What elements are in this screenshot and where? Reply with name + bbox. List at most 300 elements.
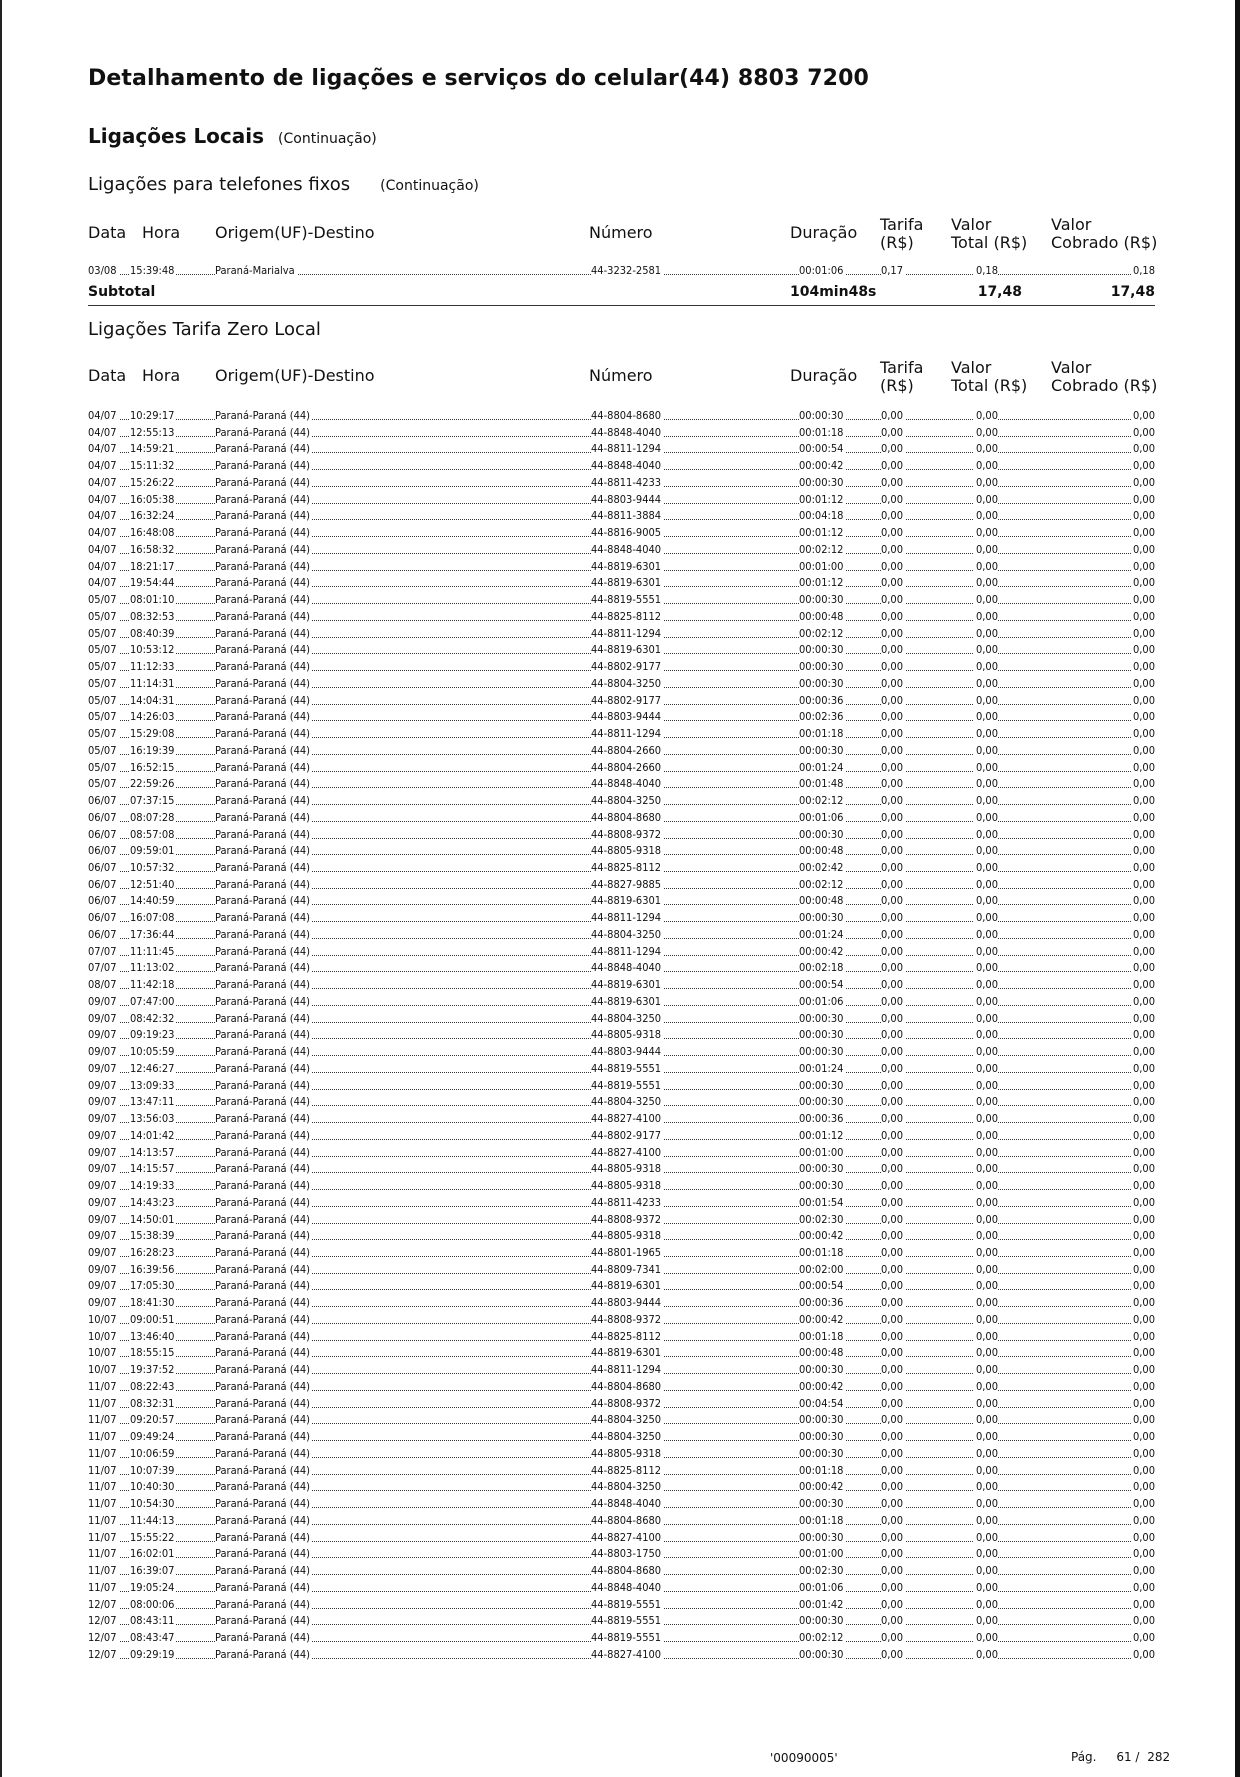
cell-tarifa: 0,00: [881, 1564, 904, 1578]
cell-duracao: 00:04:18: [799, 509, 844, 523]
cell-data: 06/07: [88, 860, 117, 874]
cell-duracao: 00:02:30: [799, 1564, 844, 1578]
cell-numero: 44-8819-5551: [591, 1597, 662, 1611]
cell-hora: 13:47:11: [130, 1095, 175, 1109]
cell-duracao: 00:00:42: [799, 1229, 844, 1243]
cell-hora: 14:04:31: [130, 693, 175, 707]
cell-origem: Paraná-Paraná (44): [215, 760, 311, 774]
cell-duracao: 00:02:12: [799, 626, 844, 640]
cell-valor-total: 0,00: [975, 1078, 998, 1092]
cell-valor-total: 0,00: [975, 894, 998, 908]
cell-data: 06/07: [88, 844, 117, 858]
cell-data: 09/07: [88, 1296, 117, 1310]
cell-valor-total: 0,00: [975, 860, 998, 874]
cell-duracao: 00:01:24: [799, 1061, 844, 1075]
cell-data: 11/07: [88, 1547, 117, 1561]
cell-valor-cobrado: 0,00: [1132, 827, 1155, 841]
cell-valor-cobrado: 0,00: [1132, 994, 1155, 1008]
table-row: [88, 1563, 1155, 1578]
cell-tarifa: 0,00: [881, 894, 904, 908]
cell-duracao: 00:00:30: [799, 1430, 844, 1444]
cell-hora: 10:06:59: [130, 1446, 175, 1460]
subsection-fixos-continuation: (Continuação): [380, 178, 479, 194]
cell-tarifa: 0,00: [881, 1413, 904, 1427]
cell-valor-cobrado: 0,00: [1132, 409, 1155, 422]
cell-tarifa: 0,00: [881, 459, 904, 473]
cell-duracao: 00:00:48: [799, 894, 844, 908]
cell-hora: 18:55:15: [130, 1346, 175, 1360]
cell-data: 11/07: [88, 1463, 117, 1477]
cell-duracao: 00:01:00: [799, 559, 844, 573]
cell-valor-cobrado: 0,00: [1132, 1195, 1155, 1209]
cell-valor-cobrado: 0,00: [1132, 1564, 1155, 1578]
cell-origem: Paraná-Paraná (44): [215, 911, 311, 925]
cell-origem: Paraná-Paraná (44): [215, 1480, 311, 1494]
cell-valor-cobrado: 0,00: [1132, 727, 1155, 741]
cell-valor-cobrado: 0,00: [1132, 1497, 1155, 1511]
header-valor-total: [951, 216, 1027, 252]
table-row: [88, 492, 1155, 507]
cell-numero: 44-8819-5551: [591, 1061, 662, 1075]
cell-numero: 44-8802-9177: [591, 1128, 662, 1142]
cell-duracao: 00:01:06: [799, 264, 844, 277]
cell-data: 04/07: [88, 526, 117, 540]
cell-data: 09/07: [88, 1061, 117, 1075]
cell-valor-cobrado: 0,00: [1132, 492, 1155, 506]
cell-valor-total: 0,00: [975, 1061, 998, 1075]
cell-tarifa: 0,00: [881, 1279, 904, 1293]
cell-duracao: 00:00:30: [799, 593, 844, 607]
cell-tarifa: 0,00: [881, 1446, 904, 1460]
cell-tarifa: 0,00: [881, 1547, 904, 1561]
header-hora: Hora: [142, 223, 181, 242]
table-row: [88, 1513, 1155, 1528]
cell-valor-cobrado: 0,00: [1132, 760, 1155, 774]
header-origem: Origem(UF)-Destino: [215, 366, 375, 385]
cell-tarifa: 0,00: [881, 1078, 904, 1092]
cell-valor-total: 0,00: [975, 961, 998, 975]
cell-duracao: 00:00:30: [799, 1647, 844, 1661]
cell-numero: 44-8819-6301: [591, 894, 662, 908]
cell-origem: Paraná-Paraná (44): [215, 743, 311, 757]
cell-data: 06/07: [88, 794, 117, 808]
cell-data: 05/07: [88, 760, 117, 774]
cell-hora: 08:40:39: [130, 626, 175, 640]
header-duracao: Duração: [790, 223, 858, 242]
cell-data: 11/07: [88, 1580, 117, 1594]
cell-tarifa: 0,00: [881, 1179, 904, 1193]
cell-valor-total: 0,00: [975, 978, 998, 992]
cell-origem: Paraná-Paraná (44): [215, 409, 311, 422]
cell-duracao: 00:00:30: [799, 676, 844, 690]
header-origem: Origem(UF)-Destino: [215, 223, 375, 242]
cell-origem: Paraná-Paraná (44): [215, 1061, 311, 1075]
cell-valor-cobrado: 0,00: [1132, 1212, 1155, 1226]
table-row: [88, 910, 1155, 925]
cell-numero: 44-8819-5551: [591, 1614, 662, 1628]
table-row: [88, 441, 1155, 456]
cell-origem: Paraná-Paraná (44): [215, 877, 311, 891]
table-row: [88, 927, 1155, 942]
cell-tarifa: 0,00: [881, 1061, 904, 1075]
cell-numero: 44-8819-6301: [591, 559, 662, 573]
cell-duracao: 00:00:30: [799, 1162, 844, 1176]
table-row: [88, 575, 1155, 590]
cell-duracao: 00:01:12: [799, 526, 844, 540]
cell-data: 06/07: [88, 927, 117, 941]
cell-hora: 14:50:01: [130, 1212, 175, 1226]
cell-duracao: 00:02:18: [799, 961, 844, 975]
footer-page: [1071, 1750, 1170, 1764]
header-valor-total-line2: Total (R$): [951, 233, 1028, 252]
table-row: [88, 1479, 1155, 1494]
cell-numero: 44-8819-6301: [591, 994, 662, 1008]
cell-origem: Paraná-Paraná (44): [215, 1363, 311, 1377]
cell-valor-total: 0,00: [975, 1530, 998, 1544]
cell-data: 12/07: [88, 1631, 117, 1645]
cell-numero: 44-8827-4100: [591, 1145, 662, 1159]
cell-origem: Paraná-Paraná (44): [215, 1597, 311, 1611]
cell-tarifa: 0,00: [881, 1647, 904, 1661]
cell-numero: 44-8805-9318: [591, 1179, 662, 1193]
cell-numero: 44-8848-4040: [591, 1580, 662, 1594]
cell-duracao: 00:01:18: [799, 1513, 844, 1527]
cell-tarifa: 0,00: [881, 1463, 904, 1477]
cell-duracao: 00:00:30: [799, 827, 844, 841]
cell-data: 12/07: [88, 1597, 117, 1611]
cell-duracao: 00:00:30: [799, 1413, 844, 1427]
cell-data: 09/07: [88, 1229, 117, 1243]
cell-tarifa: 0,17: [881, 264, 904, 277]
cell-hora: 08:43:47: [130, 1631, 175, 1645]
cell-data: 11/07: [88, 1413, 117, 1427]
cell-numero: 44-8827-4100: [591, 1530, 662, 1544]
cell-origem: Paraná-Paraná (44): [215, 475, 311, 489]
cell-numero: 44-8804-3250: [591, 927, 662, 941]
cell-valor-total: 0,00: [975, 1363, 998, 1377]
cell-numero: 44-8803-9444: [591, 1045, 662, 1059]
header-valor-cobrado: [1051, 216, 1157, 252]
cell-duracao: 00:02:12: [799, 794, 844, 808]
cell-data: 09/07: [88, 1011, 117, 1025]
cell-valor-total: 0,00: [975, 576, 998, 590]
page-title: Detalhamento de ligações e serviços do celular(44) 8803 7200: [88, 66, 869, 91]
cell-tarifa: 0,00: [881, 492, 904, 506]
cell-valor-total: 0,00: [975, 643, 998, 657]
cell-valor-cobrado: 0,00: [1132, 1513, 1155, 1527]
cell-hora: 14:59:21: [130, 442, 175, 456]
cell-valor-cobrado: 0,18: [1132, 264, 1155, 277]
cell-valor-total: 0,00: [975, 1580, 998, 1594]
cell-hora: 16:58:32: [130, 542, 175, 556]
cell-hora: 08:01:10: [130, 593, 175, 607]
cell-numero: 44-8848-4040: [591, 425, 662, 439]
cell-numero: 44-8811-1294: [591, 911, 662, 925]
scan-edge-right: [1235, 0, 1240, 1777]
cell-valor-total: 0,00: [975, 593, 998, 607]
cell-data: 04/07: [88, 576, 117, 590]
cell-data: 05/07: [88, 609, 117, 623]
cell-numero: 44-8803-9444: [591, 1296, 662, 1310]
table-row: [88, 458, 1155, 473]
cell-origem: Paraná-Marialva: [215, 264, 295, 277]
cell-numero: 44-8827-4100: [591, 1112, 662, 1126]
cell-numero: 44-8848-4040: [591, 961, 662, 975]
cell-numero: 44-8808-9372: [591, 1312, 662, 1326]
cell-origem: Paraná-Paraná (44): [215, 1162, 311, 1176]
footer-page-label: Pág.: [1071, 1750, 1097, 1764]
cell-hora: 10:53:12: [130, 643, 175, 657]
cell-numero: 44-8802-9177: [591, 660, 662, 674]
cell-valor-cobrado: 0,00: [1132, 1530, 1155, 1544]
cell-tarifa: 0,00: [881, 1379, 904, 1393]
cell-valor-total: 0,00: [975, 1246, 998, 1259]
cell-origem: Paraná-Paraná (44): [215, 1028, 311, 1042]
subtotal-divider: [88, 305, 1155, 306]
cell-tarifa: 0,00: [881, 1614, 904, 1628]
cell-valor-cobrado: 0,00: [1132, 1413, 1155, 1427]
cell-valor-total: 0,00: [975, 425, 998, 439]
cell-origem: Paraná-Paraná (44): [215, 1229, 311, 1243]
cell-valor-cobrado: 0,00: [1132, 810, 1155, 824]
cell-origem: Paraná-Paraná (44): [215, 961, 311, 975]
header-tarifa: [880, 216, 923, 252]
cell-hora: 16:19:39: [130, 743, 175, 757]
cell-duracao: 00:00:54: [799, 978, 844, 992]
cell-duracao: 00:00:42: [799, 1312, 844, 1326]
cell-duracao: 00:02:30: [799, 1212, 844, 1226]
cell-origem: Paraná-Paraná (44): [215, 459, 311, 473]
table-row: [88, 609, 1155, 624]
cell-tarifa: 0,00: [881, 542, 904, 556]
cell-valor-total: 0,18: [975, 264, 998, 277]
cell-tarifa: 0,00: [881, 1162, 904, 1176]
cell-data: 11/07: [88, 1564, 117, 1578]
table-row: [88, 559, 1155, 574]
cell-data: 09/07: [88, 1279, 117, 1293]
cell-data: 09/07: [88, 1112, 117, 1126]
cell-data: 10/07: [88, 1312, 117, 1326]
table-row: [88, 508, 1155, 523]
cell-data: 04/07: [88, 542, 117, 556]
cell-data: 07/07: [88, 944, 117, 958]
cell-tarifa: 0,00: [881, 593, 904, 607]
cell-duracao: 00:00:30: [799, 1446, 844, 1460]
table-row: [88, 1345, 1155, 1360]
cell-valor-total: 0,00: [975, 844, 998, 858]
cell-valor-cobrado: 0,00: [1132, 1162, 1155, 1176]
cell-valor-total: 0,00: [975, 877, 998, 891]
cell-valor-cobrado: 0,00: [1132, 877, 1155, 891]
cell-duracao: 00:01:06: [799, 994, 844, 1008]
cell-valor-total: 0,00: [975, 1212, 998, 1226]
table-row: [88, 626, 1155, 641]
cell-origem: Paraná-Paraná (44): [215, 425, 311, 439]
cell-numero: 44-8848-4040: [591, 1497, 662, 1511]
cell-data: 11/07: [88, 1530, 117, 1544]
cell-hora: 17:05:30: [130, 1279, 175, 1293]
cell-valor-total: 0,00: [975, 1547, 998, 1561]
cell-hora: 12:46:27: [130, 1061, 175, 1075]
cell-hora: 16:28:23: [130, 1246, 175, 1259]
cell-valor-cobrado: 0,00: [1132, 743, 1155, 757]
cell-origem: Paraná-Paraná (44): [215, 542, 311, 556]
cell-tarifa: 0,00: [881, 526, 904, 540]
cell-hora: 19:05:24: [130, 1580, 175, 1594]
cell-duracao: 00:00:30: [799, 1028, 844, 1042]
footer-total-pages: 282: [1147, 1750, 1171, 1764]
cell-data: 05/07: [88, 660, 117, 674]
header-valor-cobrado: [1051, 359, 1157, 395]
cell-origem: Paraná-Paraná (44): [215, 777, 311, 791]
cell-duracao: 00:00:48: [799, 1346, 844, 1360]
cell-valor-total: 0,00: [975, 1229, 998, 1243]
cell-numero: 44-8825-8112: [591, 609, 662, 623]
cell-data: 09/07: [88, 1212, 117, 1226]
subsection-fixos-label: Ligações para telefones fixos: [88, 174, 351, 195]
cell-numero: 44-8825-8112: [591, 860, 662, 874]
cell-valor-cobrado: 0,00: [1132, 978, 1155, 992]
cell-valor-total: 0,00: [975, 1045, 998, 1059]
cell-valor-cobrado: 0,00: [1132, 1128, 1155, 1142]
table-row: [88, 944, 1155, 959]
header-tarifa-line2: (R$): [880, 376, 914, 395]
table-row: [88, 425, 1155, 440]
cell-valor-total: 0,00: [975, 693, 998, 707]
table-row: [88, 1329, 1155, 1344]
cell-valor-cobrado: 0,00: [1132, 1346, 1155, 1360]
cell-valor-total: 0,00: [975, 1647, 998, 1661]
cell-numero: 44-8805-9318: [591, 1028, 662, 1042]
cell-valor-total: 0,00: [975, 727, 998, 741]
header-valor-cobrado-line1: Valor: [1051, 358, 1092, 377]
cell-hora: 12:51:40: [130, 877, 175, 891]
table-row: [88, 877, 1155, 892]
cell-valor-total: 0,00: [975, 442, 998, 456]
table-row: [88, 1379, 1155, 1394]
cell-hora: 11:12:33: [130, 660, 175, 674]
table-row: [88, 642, 1155, 657]
cell-valor-total: 0,00: [975, 526, 998, 540]
cell-origem: Paraná-Paraná (44): [215, 1128, 311, 1142]
cell-duracao: 00:01:06: [799, 810, 844, 824]
cell-tarifa: 0,00: [881, 961, 904, 975]
cell-hora: 10:05:59: [130, 1045, 175, 1059]
cell-numero: 44-8819-6301: [591, 1279, 662, 1293]
table-row: [88, 1278, 1155, 1293]
cell-origem: Paraná-Paraná (44): [215, 1045, 311, 1059]
cell-data: 05/07: [88, 676, 117, 690]
cell-valor-cobrado: 0,00: [1132, 425, 1155, 439]
table-row: [88, 1027, 1155, 1042]
cell-valor-total: 0,00: [975, 1346, 998, 1360]
cell-origem: Paraná-Paraná (44): [215, 1329, 311, 1343]
cell-hora: 10:29:17: [130, 409, 175, 422]
cell-origem: Paraná-Paraná (44): [215, 1296, 311, 1310]
cell-duracao: 00:00:54: [799, 1279, 844, 1293]
cell-data: 11/07: [88, 1513, 117, 1527]
cell-valor-cobrado: 0,00: [1132, 693, 1155, 707]
header-tarifa-line2: (R$): [880, 233, 914, 252]
cell-origem: Paraná-Paraná (44): [215, 1078, 311, 1092]
cell-numero: 44-8802-9177: [591, 693, 662, 707]
cell-tarifa: 0,00: [881, 1045, 904, 1059]
cell-hora: 16:02:01: [130, 1547, 175, 1561]
cell-valor-total: 0,00: [975, 1463, 998, 1477]
cell-data: 09/07: [88, 1262, 117, 1276]
cell-duracao: 00:00:42: [799, 944, 844, 958]
cell-valor-total: 0,00: [975, 777, 998, 791]
cell-duracao: 00:01:06: [799, 1580, 844, 1594]
cell-valor-total: 0,00: [975, 626, 998, 640]
cell-tarifa: 0,00: [881, 1346, 904, 1360]
cell-tarifa: 0,00: [881, 710, 904, 724]
cell-origem: Paraná-Paraná (44): [215, 978, 311, 992]
subsection-tarifa-zero-heading: [88, 319, 321, 340]
cell-hora: 15:11:32: [130, 459, 175, 473]
cell-duracao: 00:02:12: [799, 542, 844, 556]
cell-duracao: 00:02:42: [799, 860, 844, 874]
cell-tarifa: 0,00: [881, 1296, 904, 1310]
subtotal-row: [88, 283, 1155, 301]
cell-valor-total: 0,00: [975, 1396, 998, 1410]
table-row: [88, 693, 1155, 708]
cell-data: 05/07: [88, 643, 117, 657]
cell-tarifa: 0,00: [881, 1011, 904, 1025]
cell-data: 06/07: [88, 827, 117, 841]
cell-valor-total: 0,00: [975, 676, 998, 690]
cell-valor-cobrado: 0,00: [1132, 944, 1155, 958]
cell-numero: 44-8808-9372: [591, 827, 662, 841]
cell-tarifa: 0,00: [881, 660, 904, 674]
cell-duracao: 00:00:42: [799, 1379, 844, 1393]
header-tarifa: [880, 359, 923, 395]
cell-numero: 44-8804-8680: [591, 1513, 662, 1527]
table-row: [88, 1463, 1155, 1478]
cell-data: 08/07: [88, 978, 117, 992]
cell-data: 11/07: [88, 1379, 117, 1393]
cell-hora: 14:40:59: [130, 894, 175, 908]
cell-data: 05/07: [88, 777, 117, 791]
cell-data: 04/07: [88, 475, 117, 489]
cell-tarifa: 0,00: [881, 425, 904, 439]
table-row: [88, 827, 1155, 842]
cell-duracao: 00:01:18: [799, 1463, 844, 1477]
cell-tarifa: 0,00: [881, 777, 904, 791]
cell-valor-cobrado: 0,00: [1132, 559, 1155, 573]
cell-tarifa: 0,00: [881, 1229, 904, 1243]
cell-valor-cobrado: 0,00: [1132, 542, 1155, 556]
cell-tarifa: 0,00: [881, 1212, 904, 1226]
cell-valor-total: 0,00: [975, 459, 998, 473]
cell-hora: 18:41:30: [130, 1296, 175, 1310]
subtotal-cobrado: 17,48: [1110, 284, 1155, 300]
cell-tarifa: 0,00: [881, 1128, 904, 1142]
cell-duracao: 00:00:42: [799, 459, 844, 473]
cell-tarifa: 0,00: [881, 1145, 904, 1159]
cell-hora: 10:07:39: [130, 1463, 175, 1477]
cell-data: 11/07: [88, 1480, 117, 1494]
cell-data: 09/07: [88, 1162, 117, 1176]
cell-valor-cobrado: 0,00: [1132, 844, 1155, 858]
cell-hora: 19:54:44: [130, 576, 175, 590]
cell-duracao: 00:00:30: [799, 1530, 844, 1544]
cell-data: 05/07: [88, 727, 117, 741]
cell-hora: 09:49:24: [130, 1430, 175, 1444]
cell-valor-cobrado: 0,00: [1132, 442, 1155, 456]
cell-origem: Paraná-Paraná (44): [215, 1547, 311, 1561]
cell-valor-cobrado: 0,00: [1132, 1580, 1155, 1594]
